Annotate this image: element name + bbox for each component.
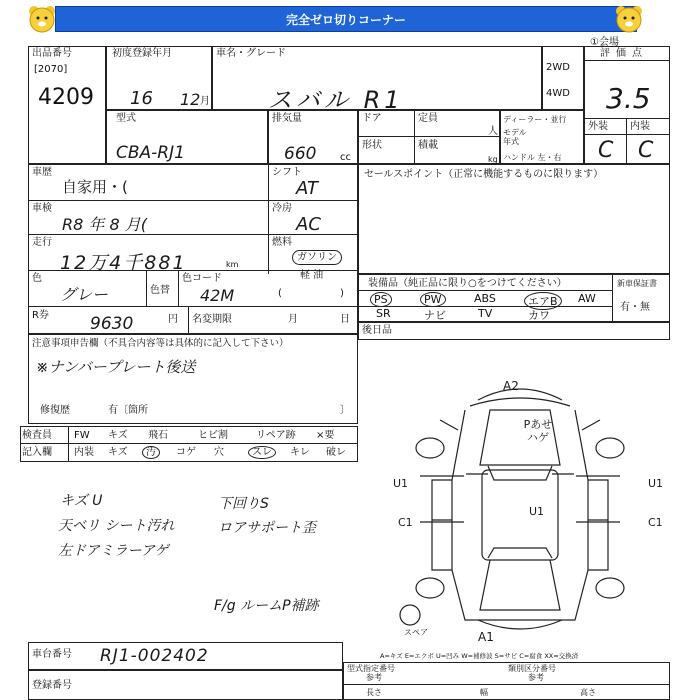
insp-burn: コゲ — [176, 447, 196, 458]
class-label: 類別区分番号 — [508, 664, 556, 673]
displacement-unit: cc — [340, 152, 351, 163]
notes-value: ※ナンバープレート後送 — [36, 358, 196, 376]
mileage-label: 走行 — [32, 237, 52, 248]
equip-leather: カワ — [528, 309, 550, 322]
shape-label: 形状 — [362, 140, 382, 151]
dealer-label: ディーラー・並行 — [503, 115, 567, 124]
remark-left-3: 左ドアミラーアゲ — [58, 543, 169, 559]
reg-label: 登録番号 — [32, 680, 72, 691]
displacement-label: 排気量 — [272, 113, 302, 124]
load-unit: kg — [488, 155, 498, 164]
sales-point-label: セールスポイント（正常に機能するものに限ります） — [364, 169, 604, 180]
insp-crack: ヒビ割 — [198, 430, 228, 441]
insp-hole: 穴 — [214, 447, 224, 458]
equip-abs: ABS — [474, 292, 496, 305]
insp-cut: キレ — [290, 447, 310, 458]
diagram-right-lower: C1 — [648, 516, 663, 529]
mileage-unit: km — [226, 260, 239, 269]
eval-label: 評価点 — [600, 48, 648, 59]
diagram-roof-note: Pあせ ハゲ — [523, 418, 553, 444]
drive-box — [542, 46, 584, 110]
venue-note: ①会場 — [590, 37, 619, 48]
name-change-day: 日 — [340, 314, 350, 325]
recycle-unit: 円 — [168, 314, 178, 325]
handle-label: ハンドル 左・右 — [503, 153, 562, 162]
equip-aw: AW — [578, 292, 596, 305]
insp-scratch: キズ — [108, 430, 128, 441]
insp-dirty: 汚 — [142, 446, 160, 459]
car-name-label: 車名・グレード — [216, 48, 286, 59]
remark-left-2: 天ベリ シート汚れ — [58, 518, 175, 534]
diagram-bottom-label: A1 — [478, 630, 494, 644]
notes-label: 注意事項申告欄（不具合内容等は具体的に記入して下さい） — [32, 338, 289, 349]
chassis-value: RJ1-002402 — [100, 646, 209, 666]
shift-label: シフト — [272, 167, 302, 178]
eval-score: 3.5 — [606, 82, 651, 115]
ac-label: 冷房 — [272, 203, 292, 214]
interior-label: 内装 — [630, 121, 650, 132]
insp-tear: 破レ — [326, 447, 346, 458]
diagram-legend: A=キズ E=エクボ U=凹み W=補修波 S=サビ C=腐食 XX=交換済 — [380, 652, 579, 660]
ac-value: AC — [296, 214, 321, 235]
remark-right-3: F/g ルームP補跡 — [214, 598, 319, 614]
seat-label: 後日品 — [362, 325, 392, 336]
first-reg-year: 16 — [130, 88, 153, 109]
repair-label: 修復歴 — [40, 405, 70, 416]
inspector-label-1: 検査員 — [22, 430, 52, 441]
color-value: グレー — [60, 285, 109, 304]
model-value: CBA-RJ1 — [116, 143, 185, 163]
shift-value: AT — [296, 178, 318, 199]
equip-pw: PW — [420, 292, 446, 307]
reg-box — [28, 670, 343, 700]
lot-label: 出品番号 — [32, 48, 72, 59]
model-cert-sub: 参考 — [366, 673, 382, 682]
color-code-value: 42M — [200, 286, 235, 305]
equip-ps: PS — [370, 292, 392, 307]
height-label: 高さ — [580, 688, 596, 697]
history-value: 自家用・( — [62, 178, 128, 196]
capacity-unit: 人 — [488, 126, 498, 137]
insp-fw: FW — [74, 430, 90, 441]
fuel-diesel: 軽 油 — [300, 270, 324, 281]
fuel-label: 燃料 — [272, 237, 292, 248]
diagram-top-label: A2 — [503, 379, 519, 393]
insp-stone: 飛石 — [148, 430, 168, 441]
diagram-left-upper: U1 — [393, 477, 409, 490]
recycle-value: 9630 — [90, 314, 134, 334]
name-change-month: 月 — [288, 314, 298, 325]
banner — [0, 0, 700, 38]
insp-int-scratch: キズ — [108, 447, 128, 458]
length-label: 長さ — [366, 688, 382, 697]
door-label: ドア — [362, 113, 382, 124]
drive-4wd: 4WD — [546, 88, 570, 99]
model-cert-label: 型式指定番号 — [347, 664, 395, 673]
load-label: 積載 — [418, 140, 438, 151]
exterior-grade: C — [598, 138, 614, 163]
repair-value: 有〔箇所 — [108, 405, 148, 416]
diagram-left-lower: C1 — [398, 516, 413, 529]
first-reg-label: 初度登録年月 — [112, 48, 172, 59]
drive-2wd: 2WD — [546, 62, 570, 73]
car-body-diagram — [370, 370, 670, 645]
fuel-gas: ガソリン — [292, 250, 342, 265]
insp-interior: 内装 — [74, 447, 94, 458]
sales-point-box — [358, 164, 670, 274]
exterior-label: 外装 — [588, 121, 608, 132]
inspector-label-2: 記入欄 — [22, 447, 52, 458]
color-change-label: 色替 — [150, 285, 170, 296]
equip-sr: SR — [376, 307, 391, 320]
inspection-value: R8 年 8 月( — [62, 215, 147, 234]
insp-need: ×要 — [316, 430, 335, 441]
mascot-bear-icon — [27, 4, 57, 34]
equip-airbag: エアB — [524, 292, 562, 310]
inspection-label: 車検 — [32, 203, 52, 214]
remark-right-1: 下回りS — [218, 496, 269, 512]
equip-navi: ナビ — [424, 309, 446, 322]
model-year-label: モデル年式 — [503, 128, 527, 146]
warranty-label: 新車保証書 — [617, 279, 657, 288]
seat-box — [358, 322, 670, 340]
equip-tv: TV — [478, 307, 493, 320]
diagram-spare-label: スペア — [404, 628, 428, 637]
history-label: 車歴 — [32, 167, 52, 178]
warranty-value: 有・無 — [620, 302, 650, 313]
lot-sub: [2070] — [34, 64, 68, 75]
displacement-value: 660 — [284, 144, 317, 164]
diagram-right-upper: U1 — [648, 477, 664, 490]
color-label: 色 — [32, 273, 42, 284]
name-change-label: 名変期限 — [192, 314, 232, 325]
remark-left-1: キズ U — [60, 493, 103, 509]
insp-repair: リペア跡 — [256, 430, 296, 441]
remark-right-2: ロアサポート歪 — [218, 520, 316, 536]
color-code-label: 色コード — [182, 273, 222, 284]
model-label: 型式 — [116, 113, 136, 124]
lot-number: 4209 — [38, 85, 94, 110]
banner-title: 完全ゼロ切りコーナー — [55, 6, 637, 32]
interior-grade: C — [638, 138, 654, 163]
diagram-center-mark: U1 — [529, 505, 545, 518]
mileage-value: 12万4千881 — [60, 252, 187, 274]
equipment-label: 装備品（純正品に限り○をつけてください） — [368, 278, 567, 289]
mascot-bear-icon — [614, 4, 644, 34]
capacity-label: 定員 — [418, 113, 438, 124]
recycle-label: R券 — [32, 310, 49, 321]
first-reg-month: 12 — [180, 90, 201, 109]
width-label: 幅 — [480, 688, 488, 697]
insp-wear: スレ — [248, 446, 276, 459]
class-sub: 参考 — [528, 673, 544, 682]
month-unit: 月 — [200, 96, 210, 107]
car-name: スバル R1 — [268, 86, 404, 114]
chassis-label: 車台番号 — [32, 649, 72, 660]
